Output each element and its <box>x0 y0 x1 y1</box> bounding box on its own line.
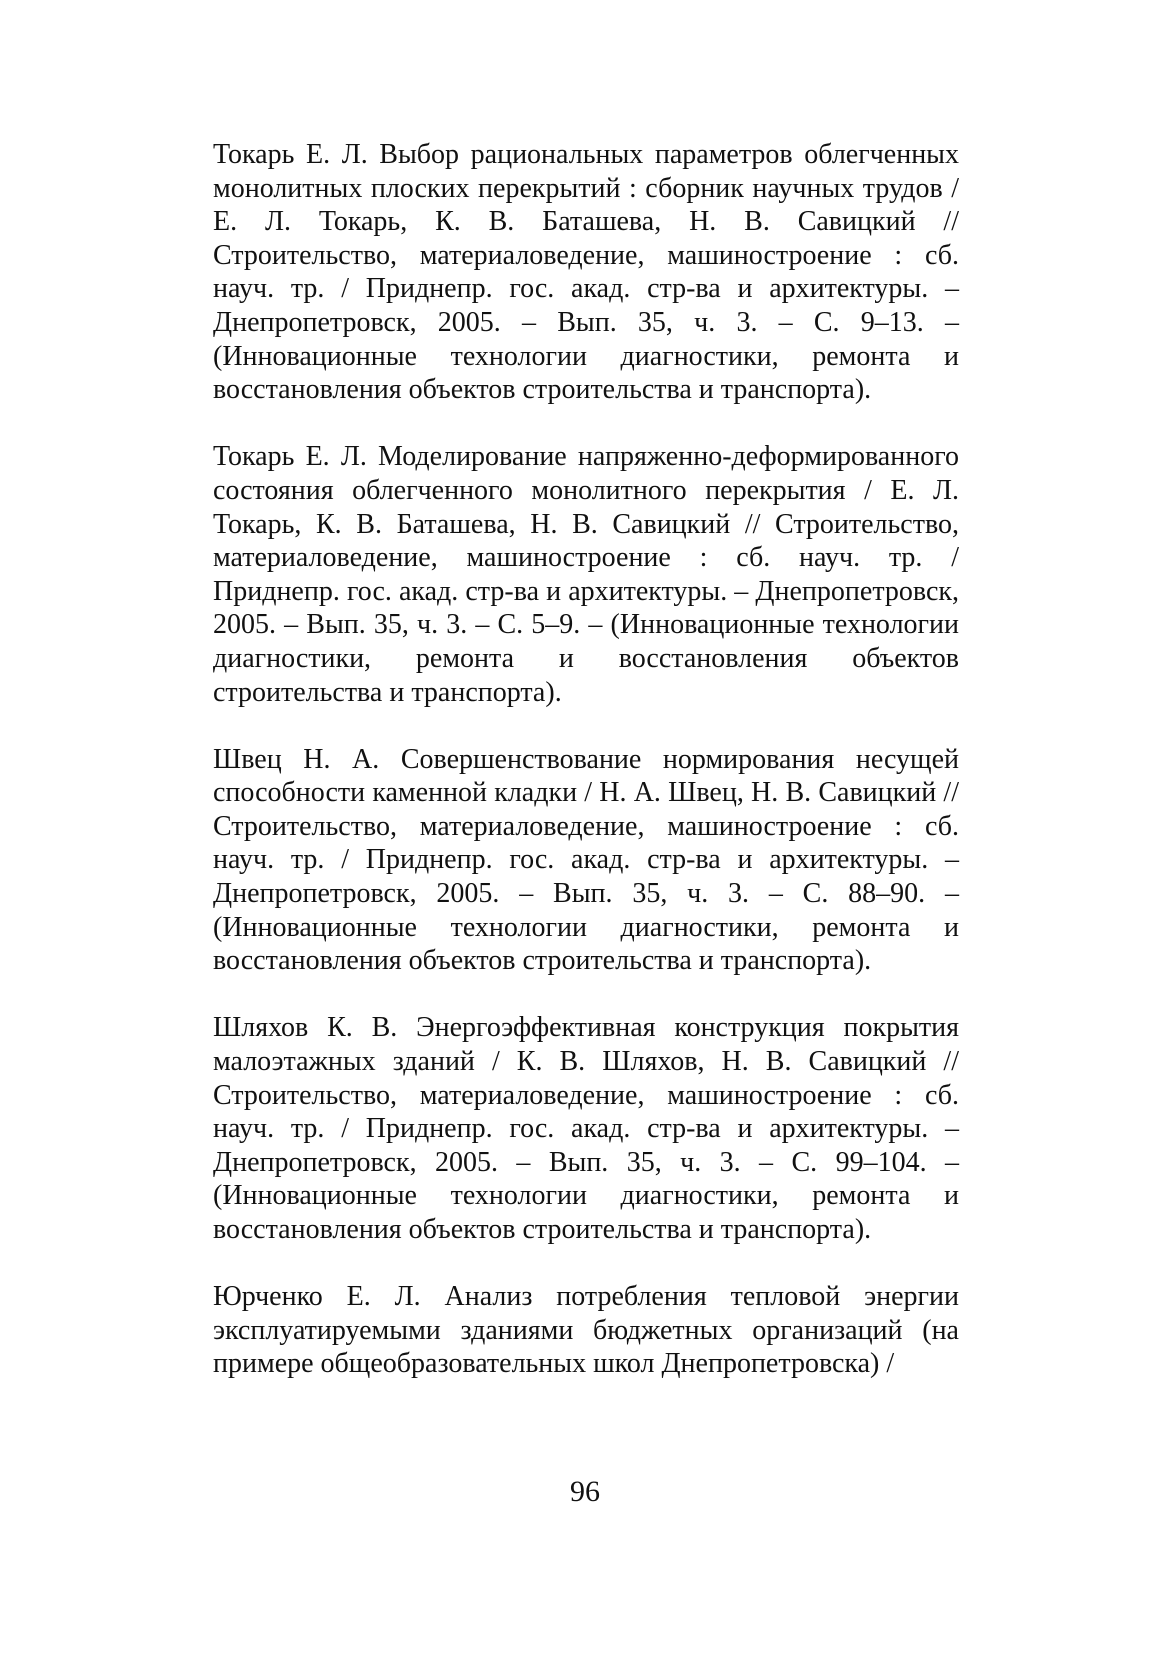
bibliography-list <box>213 138 959 1381</box>
bibliography-entry: Швец Н. А. Совершенствование нормирования несущей способности каменной кладки / Н. А. Швец, Н. В. Савицкий // Строительство, материаловедение, машиностроение : сб. науч. тр. / Приднепр. гос. акад. стр-ва и архитектуры. – Днепропетровск, 2005. – Вып. 35, ч. 3. – С. 88–90. – (Инновационные технологии диагностики, ремонта и восстановления объектов строительства и транспорта). <box>213 743 959 977</box>
bibliography-entry: Шляхов К. В. Энергоэффективная конструкция покрытия малоэтажных зданий / К. В. Шляхов, Н. В. Савицкий // Строительство, материаловедение, машиностроение : сб. науч. тр. / Приднепр. гос. акад. стр-ва и архитектуры. – Днепропетровск, 2005. – Вып. 35, ч. 3. – С. 99–104. – (Инновационные технологии диагностики, ремонта и восстановления объектов строительства и транспорта). <box>213 1012 959 1245</box>
bibliography-entry: Токарь Е. Л. Моделирование напряженно-деформированного состояния облегченного монолитного перекрытия / Е. Л. Токарь, К. В. Баташева, Н. В. Савицкий // Строительство, материаловедение, машиностроение : сб. науч. тр. / Приднепр. гос. акад. стр-ва и архитектуры. – Днепропетровск, 2005. – Вып. 35, ч. 3. – С. 5–9. – (Инновационные технологии диагностики, ремонта и восстановления объектов строительства и транспорта). <box>213 441 959 708</box>
bibliography-entry: Юрченко Е. Л. Анализ потребления тепловой энергии эксплуатируемыми зданиями бюджетных организаций (на примере общеобразовательных школ Днепропетровска) / <box>213 1281 959 1380</box>
bibliography-entry: Токарь Е. Л. Выбор рациональных параметров облегченных монолитных плоских перекрытий : сборник научных трудов / Е. Л. Токарь, К. В. Баташева, Н. В. Савицкий // Строительство, материаловедение, машиностроение : сб. науч. тр. / Приднепр. гос. акад. стр-ва и архитектуры. – Днепропетровск, 2005. – Вып. 35, ч. 3. – С. 9–13. – (Инновационные технологии диагностики, ремонта и восстановления объектов строительства и транспорта). <box>213 139 959 406</box>
page-number: 96 <box>570 1475 600 1508</box>
